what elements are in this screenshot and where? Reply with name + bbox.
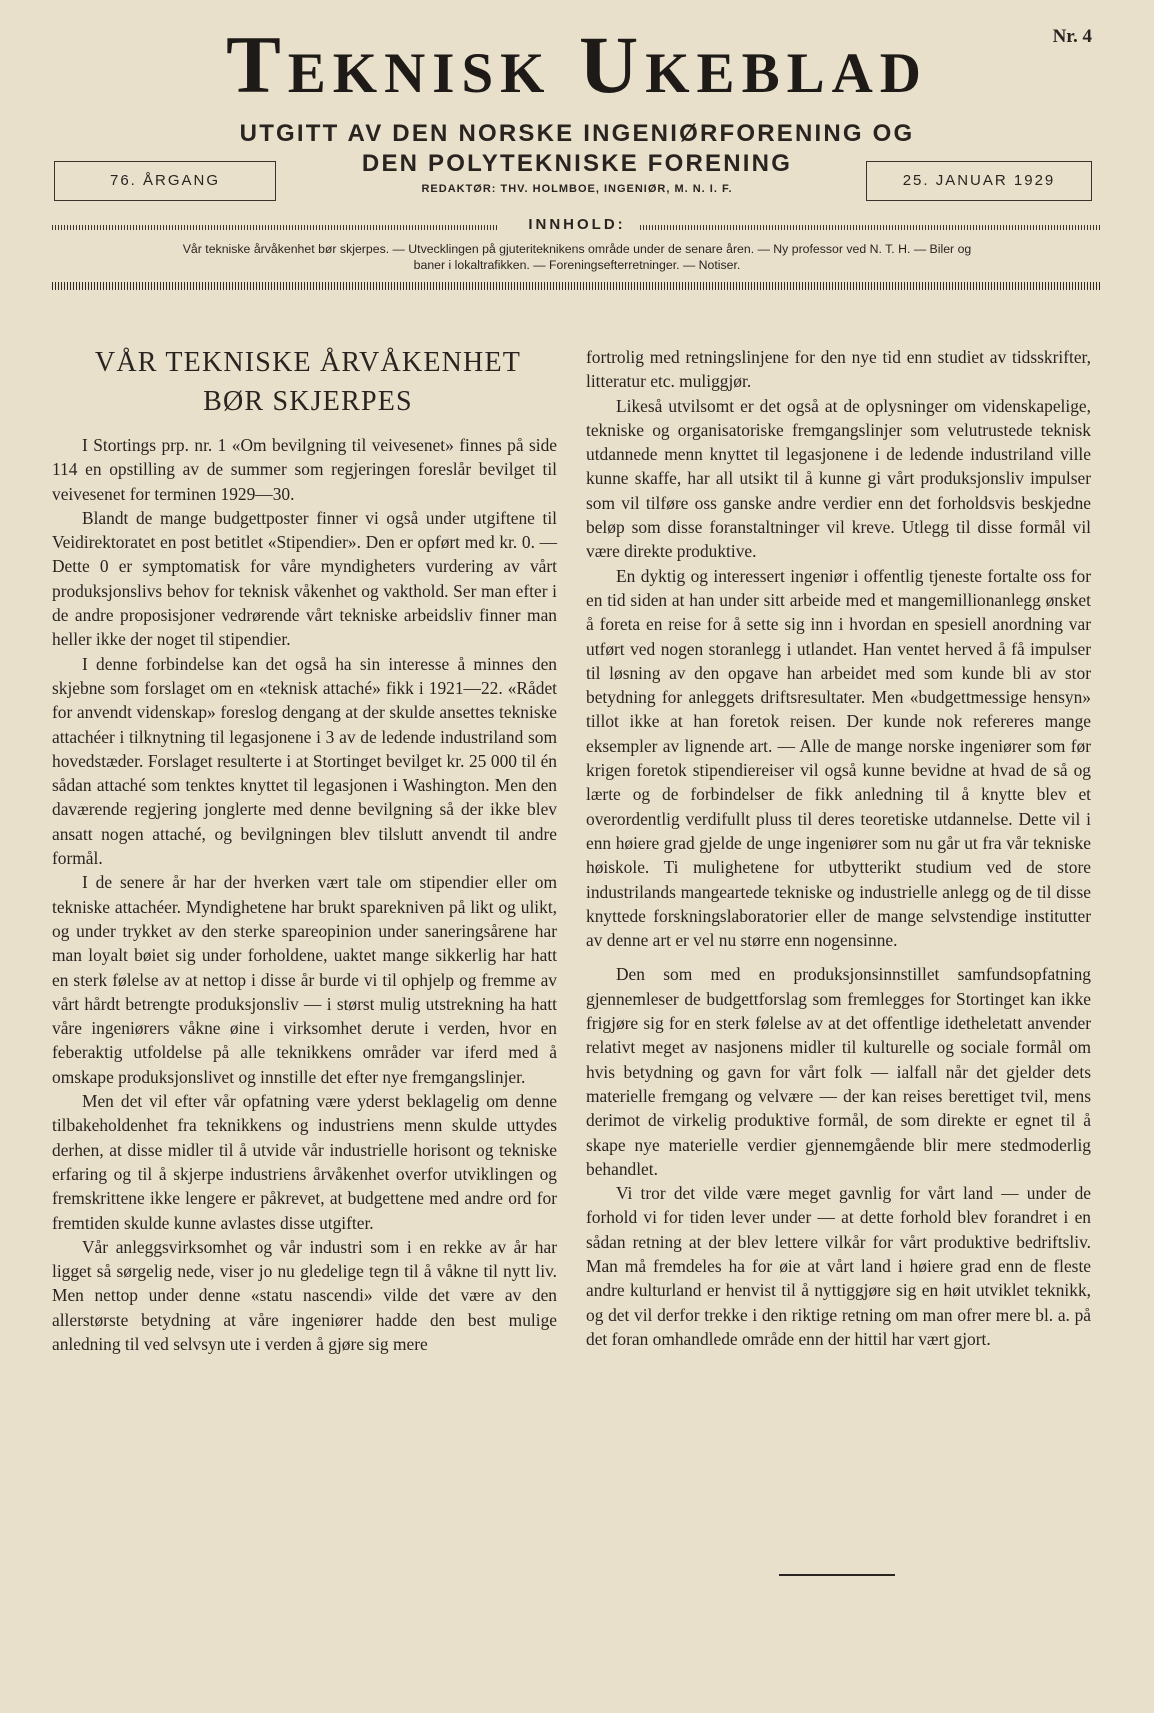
paragraph: Blandt de mange budgettposter finner vi også under utgiftene til Veidirektoratet en post betitlet «Stipendier». Den er opført med kr. 0. — Dette 0 er symptomatisk for våre myndigheters vurdering av vårt produksjonslivs behov for teknisk våkenhet og vakthold. Ser man efter i de andre proposisjoner vedrørende vårt tekniske arbeidsliv finner man heller ikke der noget til stipendier. (52, 507, 557, 650)
article-end-rule (779, 1574, 895, 1576)
paragraph: I denne forbindelse kan det også ha sin interesse å minnes den skjebne som forslaget om en «teknisk attaché» fikk i 1921—22. «Rådet for anvendt videnskap» foreslog dengang at der skulde ansettes tekniske attachéer i tilknytning til legasjonene i 3 av de ledende industriland som hovedstæder. Forslaget resulterte i at Stortinget bevilget kr. 25 000 til én sådan attaché som tenktes knyttet til legasjonen i Washington. Men den daværende regjering jonglerte med denne bevilgning så der ikke blev ansatt nogen attaché, og bevilgningen blev tilslutt anvendt til andre formål. (52, 653, 557, 869)
contents-label: INNHOLD: (528, 216, 626, 233)
paragraph: I Stortings prp. nr. 1 «Om bevilgning til veivesenet» finnes på side 114 en opstilling av de summer som regjeringen foreslår bevilget til veivesenet for terminen 1929—30. (52, 435, 557, 504)
paragraph: Vår anleggsvirksomhet og vår industri som i en rekke av år har ligget så sørgelig nede, viser jo nu gledelige tegn til å våkne til nytt liv. Men nettop under denne «statu nascendi» vilde det være av den allerstørste betydning at våre ingeniører hadde den best mulige anledning til ved selvsyn ute i verden å gjøre sig mere (52, 1236, 557, 1354)
contents-line-1: Vår tekniske årvåkenhet bør skjerpes. — Utvecklingen på gjuteriteknikens område under de senare åren. — Ny professor ved N. T. H. — Biler og (182, 242, 972, 256)
paragraph: Likeså utvilsomt er det også at de oplysninger om videnskapelige, tekniske og organisatoriske fremgangslinjer som velutrustede teknisk utdannede menn knyttet til legasjonene i de ledende industriland ville kunne skaffe, har all utsikt til å kunne gi vårt produksjonsliv impulser som vil tilføre oss ganske andre verdier enn det forholdsvis beskjedne beløp som disse foranstaltninger vil kreve. Utlegg til disse formål vil være direkte produktive. (586, 395, 1091, 562)
contents-bottom-rule (52, 282, 1102, 290)
contents-line-2: baner i lokaltrafikken. — Foreningsefterretninger. — Notiser. (413, 258, 741, 272)
publisher-line-2: DEN POLYTEKNISKE FORENING (361, 150, 793, 177)
publisher-line-1: UTGITT AV DEN NORSKE INGENIØRFORENING OG (239, 120, 915, 147)
volume-box: 76. ÅRGANG (54, 161, 276, 201)
paragraph: Den som med en produksjonsinnstillet samfundsopfatning gjennemleser de budgettforslag som fremlegges for Stortinget kan ikke frigjøre sig for en sterk følelse av at det offentlige idetheletatt anvender relativt meget av nasjonens midler til kulturelle og sociale formål om hvis betydning og gavn for vårt folk — ialfall når det gjelder dets materielle fremgang og velvære — der kan reises berettiget tvil, mens derimot de virkelig produktive formål, de som direkte er egnet til å skape nye materielle verdier gjennemgående blir mere stedmoderlig behandlet. (586, 964, 1091, 1179)
article-column-right (586, 345, 1091, 1351)
article-column-left (52, 433, 557, 1356)
editor-line: REDAKTØR: THV. HOLMBOE, INGENIØR, M. N. I. F. (421, 183, 733, 195)
contents-rule-right (640, 225, 1102, 230)
paragraph: Vi tror det vilde være meget gavnlig for vårt land — under de forhold vi for tiden lever under — at dette forhold blev forandret i en sådan retning at der blev lettere vilkår for vårt produktive bedriftsliv. Man må fremdeles ha for øie at vårt land i høiere grad enn de fleste andre kulturland er henvist til å nyttiggjøre sig en høit utviklet teknikk, og det vil derfor trekke i den riktige retning om man ofrer mere bl. a. på det foran omhandlede område enn der hittil har vært gjort. (586, 1183, 1091, 1349)
masthead-title: Teknisk Ukeblad (226, 19, 928, 110)
article-headline-line-2: BØR SKJERPES (203, 386, 413, 417)
paragraph: En dyktig og interessert ingeniør i offentlig tjeneste fortalte oss for en tid siden at han under sitt arbeide med et mangemillionanlegg ønsket å foreta en reise for å sette sig inn i hvordan en spesiell anordning var utført ved nogen storanlegg i utlandet. Han ventet herved å få impulser til løsning av den opgave han arbeidet med som kunde bli av stor betydning for anleggets driftsresultater. Men «budgettmessige hensyn» tillot ikke at han foretok reisen. Der kunde nok refereres mange eksempler av lignende art. — Alle de mange norske ingeniører som før krigen foretok stipendiereiser vil også kunne bevidne at hvad de så og lærte og de forbindelser de fikk anledning til å knytte blev et overordentlig verdifullt pluss til deres teoretiske utdannelse. Dette vil i enn høiere grad gjelde de unge ingeniører som nu går ut fra vår tekniske høiskole. Ti mulighetene for utbytterikt studium ved de store industrilands mangeartede tekniske og industrielle anlegg og de til disse knyttede forskningslaboratorier eller de mange selvstendige institutter av denne art er vel nu større enn nogensinne. (586, 565, 1091, 951)
paragraph: fortrolig med retningslinjene for den nye tid enn studiet av tidsskrifter, litteratur etc. muliggjør. (586, 347, 1091, 392)
date-box: 25. JANUAR 1929 (866, 161, 1092, 201)
paragraph: Men det vil efter vår opfatning være yderst beklagelig om denne tilbakeholdenhet fra teknikkens og industriens menn skulde uttydes derhen, at disse midler til å utvide vår industrielle horisont og tekniske erfaring og til å skjerpe industriens årvåkenhet overfor utviklingen og fremskrittene ikke lengere er påkrevet, at budgettene med andre ord for fremtiden skulde kunne avlastes disse utgifter. (52, 1091, 557, 1233)
article-headline-line-1: VÅR TEKNISKE ÅRVÅKENHET (94, 347, 522, 378)
issue-number: Nr. 4 (1052, 26, 1092, 47)
paragraph: I de senere år har der hverken vært tale om stipendier eller om tekniske attachéer. Myndighetene har brukt sparekniven på likt og ulikt, og under trykket av den sterke spareopinion under saneringsårene har man loyalt bøiet sig under forholdene, uaktet mange sikkerlig har hatt en sterk følelse av at nettop i disse år burde vi til ophjelp og fremme av vårt hårdt betrengte produksjonsliv — i størst mulig utstrekning ha hatt våre ingeniørers våkne øine i virksomhet derute i verden, hvor en feberaktig utfoldelse på alle teknikkens områder var iferd med å omskape produksjonslivet og innstille det efter nye fremgangslinjer. (52, 872, 557, 1087)
